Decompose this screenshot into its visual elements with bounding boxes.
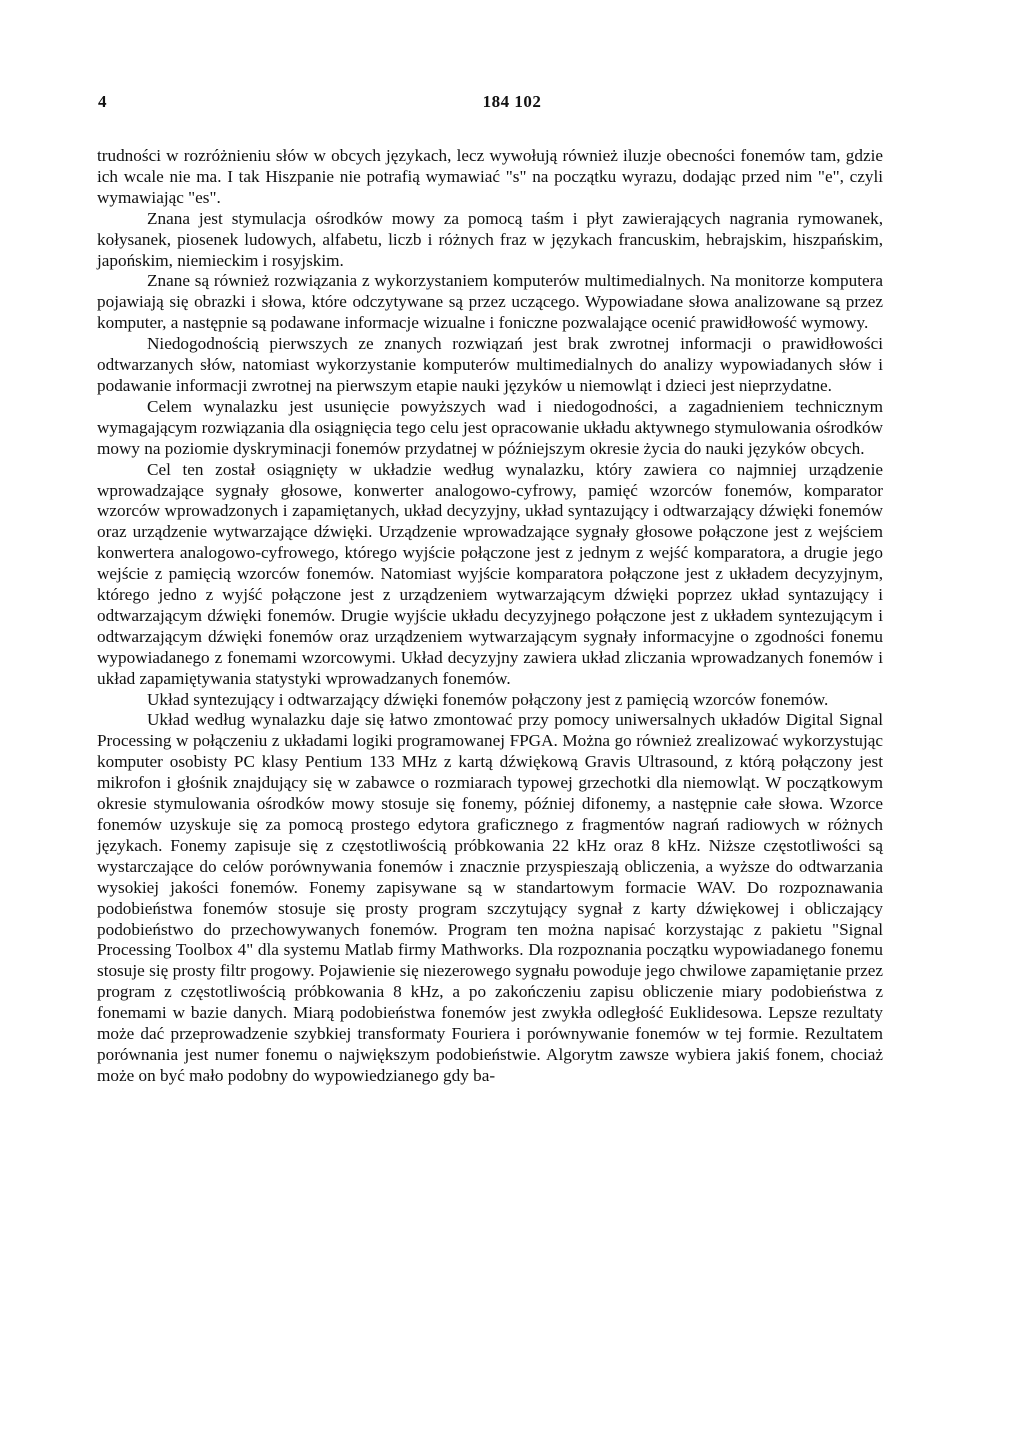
paragraph: Cel ten został osiągnięty w układzie według wynalazku, który zawiera co najmniej urządzenie wprowadzające sygnały głosowe, konwerter analogowo-cyfrowy, pamięć wzorców fonemów, komparator wzorców wprowadzonych i zapamiętanych, układ decyzyjny, układ syntazujący i odtwarzający dźwięki fonemów oraz urządzenie wytwarzające dźwięki. Urządzenie wprowadzające sygnały głosowe połączone jest z wejściem konwertera analogowo-cyfrowego, którego wyjście połączone jest z jednym z wejść komparatora, a drugie jego wejście z pamięcią wzorców fonemów. Natomiast wyjście komparatora połączone jest z układem decyzyjnym, którego jedno z wyjść połączone jest z urządzeniem wytwarzającym dźwięki poprzez układ syntazujący i odtwarzającym dźwięki fonemów. Drugie wyjście układu decyzyjnego połączone jest z układem syntezującym i odtwarzającym dźwięki fonemów oraz urządzeniem wytwarzającym sygnały informacyjne o zgodności fonemu wypowiadanego z fonemami wzorcowymi. Układ decyzyjny zawiera układ zliczania wprowadzanych fonemów i układ zapamiętywania statystyki wprowadzanych fonemów. [97,459,883,688]
paragraph: trudności w rozróżnieniu słów w obcych językach, lecz wywołują również iluzje obecności fonemów tam, gdzie ich wcale nie ma. I tak Hiszpanie nie potrafią wymawiać "s" na początku wyrazu, dodając przed nim "e", czyli wymawiając "es". [97,146,883,207]
paragraph: Znane są również rozwiązania z wykorzystaniem komputerów multimedialnych. Na monitorze komputera pojawiają się obrazki i słowa, które odczytywane są przez uczącego. Wypowiadane słowa analizowane są przez komputer, a następnie są podawane informacje wizualne i foniczne pozwalające ocenić prawidłowość wymowy. [97,271,883,333]
paragraph: Układ syntezujący i odtwarzający dźwięki fonemów połączony jest z pamięcią wzorców fonemów. [147,689,829,709]
body-text [97,146,883,1087]
document-number: 184 102 [482,92,542,111]
page-number: 4 [98,92,107,111]
paragraph: Niedogodnością pierwszych ze znanych rozwiązań jest brak zwrotnej informacji o prawidłowości odtwarzanych słów, natomiast wykorzystanie komputerów multimedialnych do analizy wypowiadanych słów i podawanie informacji zwrotnej na pierwszym etapie nauki języków u niemowląt i dzieci jest nieprzydatne. [97,334,883,395]
paragraph: Układ według wynalazku daje się łatwo zmontować przy pomocy uniwersalnych układów Digital Signal Processing w połączeniu z układami logiki programowanej FPGA. Można go również zrealizować wykorzystując komputer osobisty PC klasy Pentium 133 MHz z kartą dźwiękową Gravis Ultrasound, z którą połączony jest mikrofon i głośnik znajdujący się w zabawce o rozmiarach typowej grzechotki dla niemowląt. W początkowym okresie stymulowania ośrodków mowy stosuje się fonemy, później difonemy, a następnie całe słowa. Wzorce fonemów uzyskuje się za pomocą prostego edytora graficznego z fragmentów nagrań radiowych w różnych językach. Fonemy zapisuje się z częstotliwością próbkowania 22 kHz oraz 8 kHz. Niższe częstotliwości są wystarczające do celów porównywania fonemów i znacznie przyspieszają obliczenia, a wyższe do odtwarzania wysokiej jakości fonemów. Fonemy zapisywane są w standartowym formacie WAV. Do rozpoznawania podobieństwa fonemów stosuje się prosty program szczytujący sygnał z karty dźwiękowej i obliczający podobieństwo do przechowywanych fonemów. Program ten można napisać korzystając z pakietu "Signal Processing Toolbox 4" dla systemu Matlab firmy Mathworks. Dla rozpoznania początku wypowiadanego fonemu stosuje się prosty filtr progowy. Pojawienie się niezerowego sygnału powoduje jego chwilowe zapamiętanie przez program z częstotliwością próbkowania 8 kHz, a po zakończeniu zapisu obliczenie miary podobieństwa z fonemami w bazie danych. Miarą podobieństwa fonemów jest zwykła odległość Euklidesowa. Lepsze rezultaty może dać przeprowadzenie szybkiej transformaty Fouriera i porównywanie fonemów w tej formie. Rezultatem porównania jest numer fonemu o największym podobieństwie. Algorytm zawsze wybiera jakiś fonem, chociaż może on być mało podobny do wypowiedzianego gdy ba- [97,710,883,1085]
paragraph: Znana jest stymulacja ośrodków mowy za pomocą taśm i płyt zawierających nagrania rymowanek, kołysanek, piosenek ludowych, alfabetu, liczb i różnych fraz w językach francuskim, hebrajskim, hiszpańskim, japońskim, niemieckim i rosyjskim. [97,208,883,270]
paragraph: Celem wynalazku jest usunięcie powyższych wad i niedogodności, a zagadnieniem technicznym wymagającym rozwiązania dla osiągnięcia tego celu jest opracowanie układu aktywnego stymulowania ośrodków mowy na poziomie dyskryminacji fonemów przydatnej w późniejszym okresie życia do nauki języków obcych. [97,396,883,458]
